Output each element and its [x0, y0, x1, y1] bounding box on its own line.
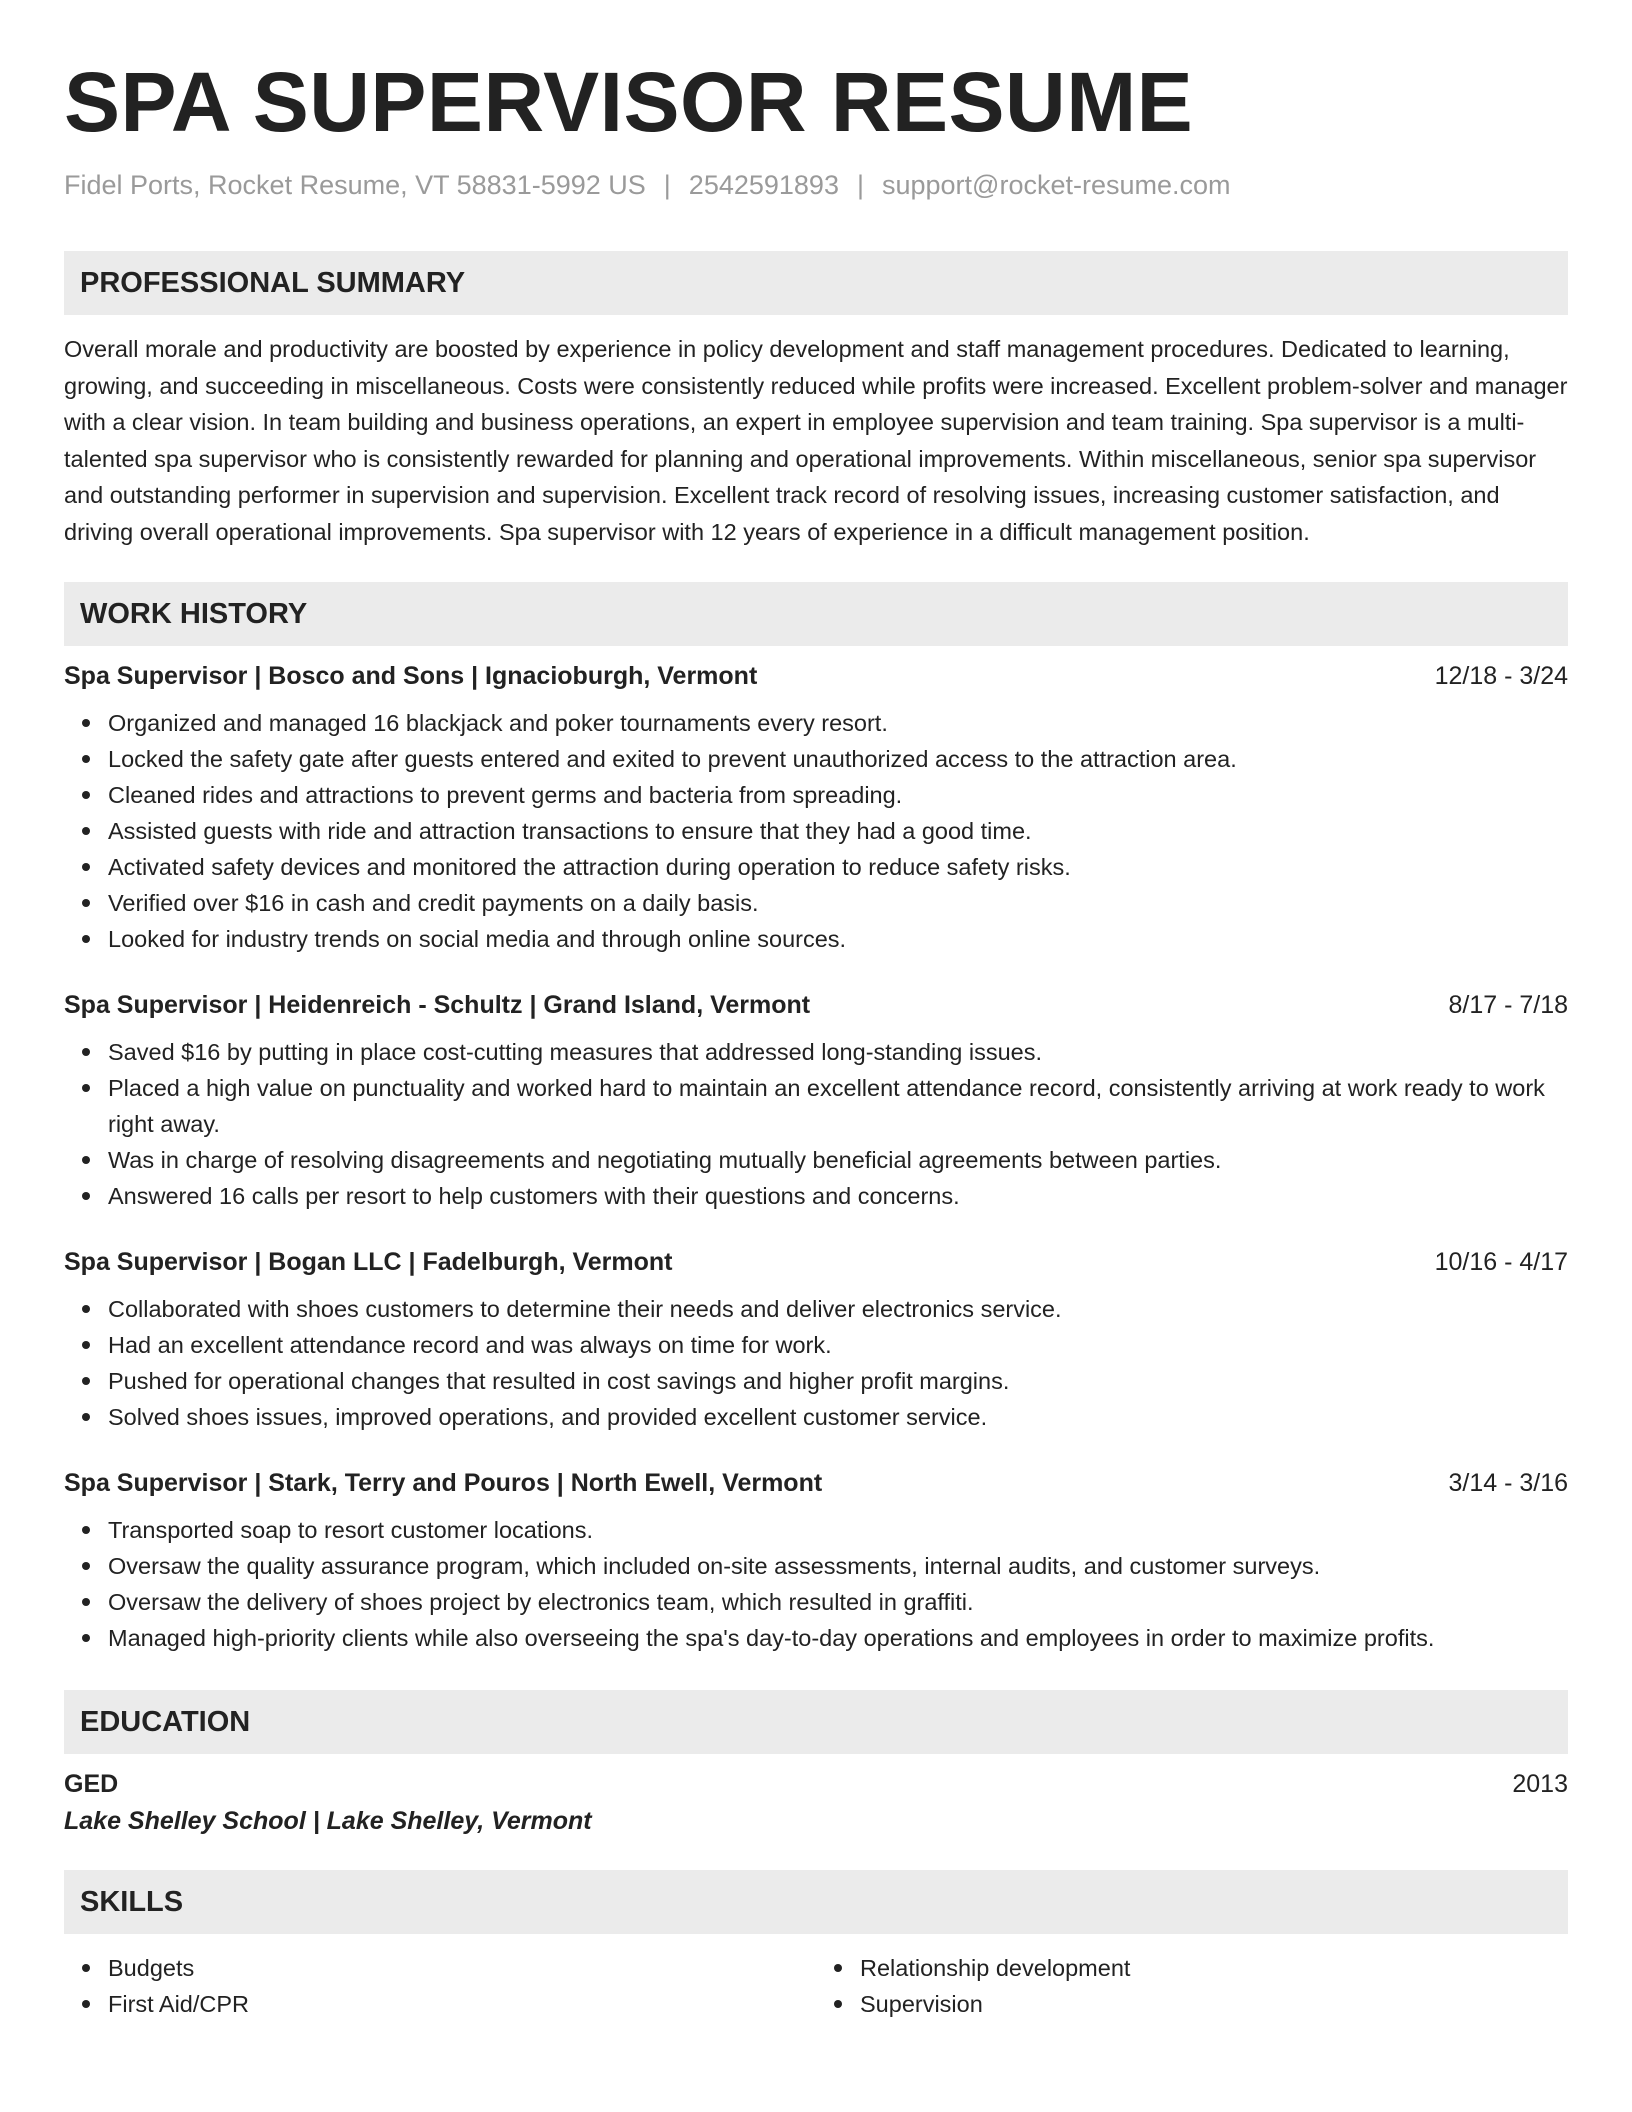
- job-dates: 3/14 - 3/16: [1448, 1469, 1568, 1497]
- resume-title: SPA SUPERVISOR RESUME: [64, 55, 1194, 149]
- job-bullets: [64, 1034, 1568, 1214]
- contact-separator: |: [663, 170, 671, 200]
- job-bullets: [64, 1291, 1568, 1435]
- job-bullet: Had an excellent attendance record and was always on time for work.: [108, 1327, 1568, 1363]
- skills-list: [64, 1950, 1568, 2022]
- contact-separator: |: [856, 170, 864, 200]
- job-bullet: Answered 16 calls per resort to help customers with their questions and concerns.: [108, 1178, 1568, 1214]
- contact-line: [64, 170, 1568, 201]
- contact-address: Fidel Ports, Rocket Resume, VT 58831-5992 US: [64, 170, 646, 200]
- job-bullets: [64, 1512, 1568, 1656]
- job-dates: 10/16 - 4/17: [1434, 1248, 1568, 1276]
- job-bullet: Solved shoes issues, improved operations, and provided excellent customer service.: [108, 1399, 1568, 1435]
- job-bullet: Activated safety devices and monitored the attraction during operation to reduce safety risks.: [108, 849, 1568, 885]
- skill-item: Budgets: [108, 1950, 816, 1986]
- contact-phone: 2542591893: [688, 170, 839, 200]
- skills-heading: SKILLS: [64, 1870, 1568, 1934]
- job-bullet: Organized and managed 16 blackjack and poker tournaments every resort.: [108, 705, 1568, 741]
- job-bullet: Was in charge of resolving disagreements and negotiating mutually beneficial agreements between parties.: [108, 1142, 1568, 1178]
- job-bullet: Saved $16 by putting in place cost-cutting measures that addressed long-standing issues.: [108, 1034, 1568, 1070]
- job-bullet: Oversaw the delivery of shoes project by electronics team, which resulted in graffiti.: [108, 1584, 1568, 1620]
- job-dates: 8/17 - 7/18: [1448, 991, 1568, 1019]
- job-bullet: Oversaw the quality assurance program, which included on-site assessments, internal audits, and customer surveys.: [108, 1548, 1568, 1584]
- work-history-list: [64, 662, 1568, 1656]
- job-title: Spa Supervisor | Heidenreich - Schultz | Grand Island, Vermont: [64, 991, 811, 1019]
- contact-email: support@rocket-resume.com: [881, 170, 1231, 200]
- job-dates: 12/18 - 3/24: [1434, 662, 1568, 690]
- job-title: Spa Supervisor | Bogan LLC | Fadelburgh, Vermont: [64, 1248, 673, 1276]
- skill-item: Supervision: [860, 1986, 1568, 2022]
- education-heading: EDUCATION: [64, 1690, 1568, 1754]
- job-bullet: Assisted guests with ride and attraction transactions to ensure that they had a good time.: [108, 813, 1568, 849]
- job-bullet: Placed a high value on punctuality and worked hard to maintain an excellent attendance record, consistently arriving at work ready to work right away.: [108, 1070, 1568, 1142]
- job-bullet: Collaborated with shoes customers to determine their needs and deliver electronics service.: [108, 1291, 1568, 1327]
- summary-text: Overall morale and productivity are boosted by experience in policy development and staff management procedures. Dedicated to learning, growing, and succeeding in miscellaneous. Costs were consistently reduced while profits were increased. Excellent problem-solver and manager with a clear vision. In team building and business operations, an expert in employee supervision and team training. Spa supervisor is a multi-talented spa supervisor who is consistently rewarded for planning and operational improvements. Within miscellaneous, senior spa supervisor and outstanding performer in supervision and supervision. Excellent track record of resolving issues, increasing customer satisfaction, and driving overall operational improvements. Spa supervisor with 12 years of experience in a difficult management position.: [64, 336, 1568, 545]
- job-entry: [64, 991, 1568, 1214]
- job-bullet: Pushed for operational changes that resulted in cost savings and higher profit margins.: [108, 1363, 1568, 1399]
- job-entry: [64, 1469, 1568, 1656]
- job-title: Spa Supervisor | Stark, Terry and Pouros | North Ewell, Vermont: [64, 1469, 823, 1497]
- education-degree: GED: [64, 1770, 119, 1798]
- job-bullet: Looked for industry trends on social media and through online sources.: [108, 921, 1568, 957]
- education-year: 2013: [1512, 1770, 1568, 1798]
- job-bullet: Verified over $16 in cash and credit payments on a daily basis.: [108, 885, 1568, 921]
- work-history-heading: WORK HISTORY: [64, 582, 1568, 646]
- summary-heading: PROFESSIONAL SUMMARY: [64, 251, 1568, 315]
- job-bullets: [64, 705, 1568, 957]
- job-entry: [64, 662, 1568, 957]
- job-bullet: Transported soap to resort customer locations.: [108, 1512, 1568, 1548]
- job-entry: [64, 1248, 1568, 1435]
- education-school: Lake Shelley School | Lake Shelley, Vermont: [64, 1807, 592, 1835]
- skills-column-left: [64, 1950, 816, 2022]
- skill-item: First Aid/CPR: [108, 1986, 816, 2022]
- job-bullet: Cleaned rides and attractions to prevent germs and bacteria from spreading.: [108, 777, 1568, 813]
- education-entry: [64, 1770, 1568, 1836]
- skill-item: Relationship development: [860, 1950, 1568, 1986]
- job-bullet: Locked the safety gate after guests entered and exited to prevent unauthorized access to the attraction area.: [108, 741, 1568, 777]
- job-bullet: Managed high-priority clients while also overseeing the spa's day-to-day operations and employees in order to maximize profits.: [108, 1620, 1568, 1656]
- skills-column-right: [816, 1950, 1568, 2022]
- job-title: Spa Supervisor | Bosco and Sons | Ignacioburgh, Vermont: [64, 662, 758, 690]
